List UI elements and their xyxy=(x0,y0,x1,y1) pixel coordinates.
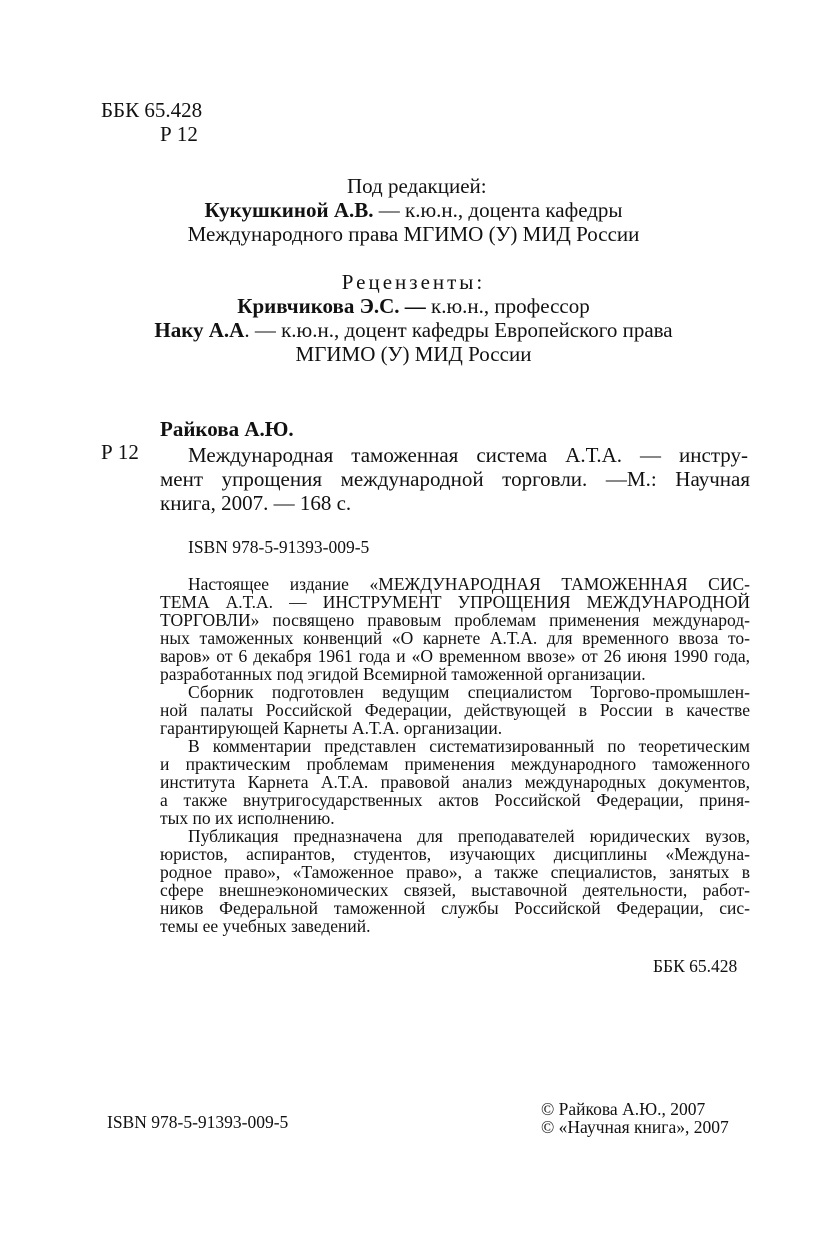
annotation-line: сфере внешнеэкономических связей, выставочной деятельности, работ- xyxy=(160,880,750,900)
bib-isbn: ISBN 978-5-91393-009-5 xyxy=(188,537,370,557)
bbk-code: ББК 65.428 xyxy=(101,98,203,122)
annotation-line: ников Федеральной таможенной службы Российской Федерации, сис- xyxy=(160,898,750,918)
author-sign-top: Р 12 xyxy=(160,122,198,146)
editor-desc: — к.ю.н., доцента кафедры xyxy=(373,198,623,222)
annotation-line: Публикация предназначена для преподавателей юридических вузов, xyxy=(188,826,750,846)
copyright-publisher: © «Научная книга», 2007 xyxy=(541,1117,729,1137)
reviewer-1 xyxy=(0,294,827,319)
bib-author xyxy=(160,417,294,442)
annotation-line: темы ее учебных заведений. xyxy=(160,916,371,936)
annotation-line: ТОРГОВЛИ» посвящено правовым проблемам применения международ- xyxy=(160,610,750,630)
annotation-line: а также внутригосударственных актов Российской Федерации, приня- xyxy=(160,790,750,810)
bib-author-name: Райкова А.Ю. xyxy=(160,417,294,441)
copyright-author: © Райкова А.Ю., 2007 xyxy=(541,1099,706,1119)
bib-line-2: мент упрощения международной торговли. —М.: Научная xyxy=(160,467,750,491)
annotation-line: родное право», «Таможенное право», а также специалистов, занятых в xyxy=(160,862,750,882)
annotation-line: юристов, аспирантов, студентов, изучающих дисциплины «Междуна- xyxy=(160,844,750,864)
editor-line xyxy=(0,198,827,223)
editor-name: Кукушкиной А.В. xyxy=(204,198,374,222)
reviewer-2-name: Наку А.А xyxy=(154,318,245,342)
editors-heading: Под редакцией: xyxy=(347,174,487,198)
bib-line-1: Международная таможенная система А.Т.А. — инстру- xyxy=(188,443,748,467)
annotation-line: ной палаты Российской Федерации, действующей в России в качестве xyxy=(160,700,750,720)
bib-sign: Р 12 xyxy=(101,440,139,464)
reviewer-2-desc-line2: МГИМО (У) МИД России xyxy=(295,342,532,366)
reviewer-2 xyxy=(0,318,827,343)
footer-isbn: ISBN 978-5-91393-009-5 xyxy=(107,1112,289,1132)
annotation-line: Настоящее издание «МЕЖДУНАРОДНАЯ ТАМОЖЕННАЯ СИС- xyxy=(188,574,750,594)
annotation-line: разработанных под эгидой Всемирной таможенной организации. xyxy=(160,664,646,684)
annotation-line: варов» от 6 декабря 1961 года и «О временном ввозе» от 26 июня 1990 года, xyxy=(160,646,750,666)
reviewer-2-desc: . — к.ю.н., доцент кафедры Европейского права xyxy=(244,318,673,342)
annotation-line: и практическим проблемам применения международного таможенного xyxy=(160,754,750,774)
annotation-line: Сборник подготовлен ведущим специалистом Торгово-промышлен- xyxy=(188,682,750,702)
annotation xyxy=(160,575,750,935)
reviewer-1-name: Кривчикова Э.С. — xyxy=(237,294,426,318)
reviewer-1-desc: к.ю.н., профессор xyxy=(425,294,590,318)
reviewers-heading: Рецензенты: xyxy=(341,270,486,294)
annotation-line: гарантирующей Карнеты А.Т.А. организации. xyxy=(160,718,503,738)
annotation-line: института Карнета А.Т.А. правовой анализ международных документов, xyxy=(160,772,750,792)
editor-desc-line2: Международного права МГИМО (У) МИД России xyxy=(187,222,640,246)
annotation-bbk: ББК 65.428 xyxy=(653,956,738,976)
annotation-line: В комментарии представлен систематизированный по теоретическим xyxy=(188,736,750,756)
bib-line-3: книга, 2007. — 168 с. xyxy=(160,491,352,515)
annotation-line: тых по их исполнению. xyxy=(160,808,335,828)
annotation-line: ТЕМА А.Т.А. — ИНСТРУМЕНТ УПРОЩЕНИЯ МЕЖДУНАРОДНОЙ xyxy=(160,592,750,612)
annotation-line: ных таможенных конвенций «О карнете А.Т.А. для временного ввоза то- xyxy=(160,628,750,648)
